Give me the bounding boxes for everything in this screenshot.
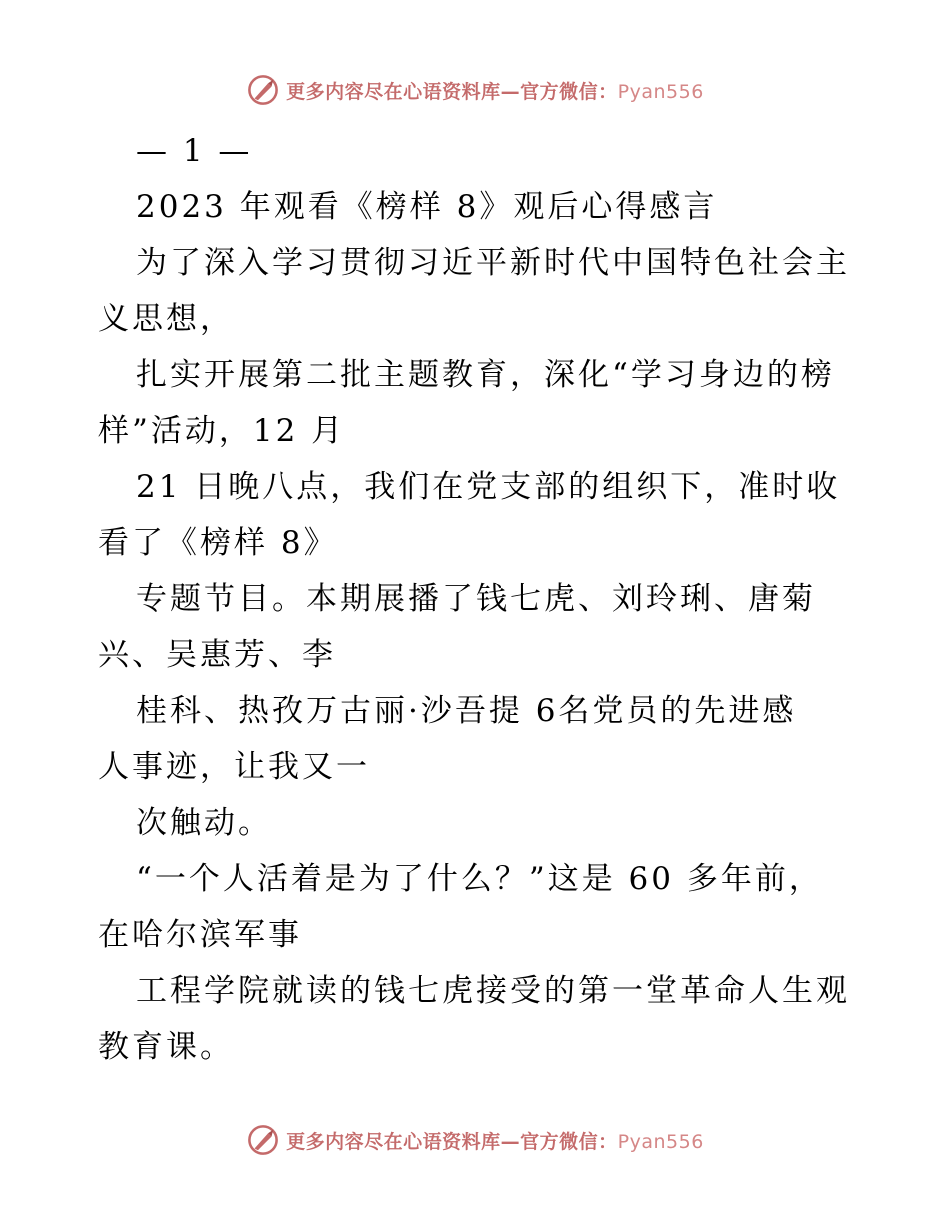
paragraph-line: 扎实开展第二批主题教育，深化“学习身边的榜 bbox=[136, 357, 835, 393]
paragraph-line: 为了深入学习贯彻习近平新时代中国特色社会主 bbox=[136, 245, 850, 281]
paragraph-line: 人事迹，让我又一 bbox=[98, 749, 370, 785]
paragraph-line: 义思想， bbox=[98, 301, 234, 337]
wechat-id: Pyan556 bbox=[617, 1130, 704, 1153]
footer-watermark-banner bbox=[0, 1120, 950, 1160]
paragraph-line: 21 日晚八点，我们在党支部的组织下，准时收 bbox=[136, 469, 841, 505]
paragraph-line: 次触动。 bbox=[136, 805, 272, 841]
paragraph-line: 教育课。 bbox=[98, 1029, 234, 1065]
document-body bbox=[98, 123, 858, 1075]
paragraph-line: 桂科、热孜万古丽·沙吾提 6名党员的先进感 bbox=[136, 693, 797, 729]
paragraph-line: 专题节目。本期展播了钱七虎、刘玲琍、唐菊 bbox=[136, 581, 816, 617]
banner-text: 更多内容尽在心语资料库—官方微信：Pyan556 bbox=[286, 80, 704, 103]
header-watermark-banner bbox=[0, 70, 950, 110]
paragraph-line: 看了《榜样 8》 bbox=[98, 525, 338, 561]
pen-nib-logo-icon bbox=[246, 1123, 280, 1157]
paragraph-line: 工程学院就读的钱七虎接受的第一堂革命人生观 bbox=[136, 973, 850, 1009]
paragraph-line: 在哈尔滨军事 bbox=[98, 917, 302, 953]
page-number: — 1 — bbox=[136, 133, 253, 169]
paragraph-line: 样”活动，12 月 bbox=[98, 413, 346, 449]
paragraph-line: 兴、吴惠芳、李 bbox=[98, 637, 336, 673]
document-title: 2023 年观看《榜样 8》观后心得感言 bbox=[136, 189, 718, 225]
pen-nib-logo-icon bbox=[246, 73, 280, 107]
banner-text: 更多内容尽在心语资料库—官方微信：Pyan556 bbox=[286, 1130, 704, 1153]
wechat-id: Pyan556 bbox=[617, 80, 704, 103]
paragraph-line: “一个人活着是为了什么？”这是 60 多年前， bbox=[136, 861, 823, 897]
